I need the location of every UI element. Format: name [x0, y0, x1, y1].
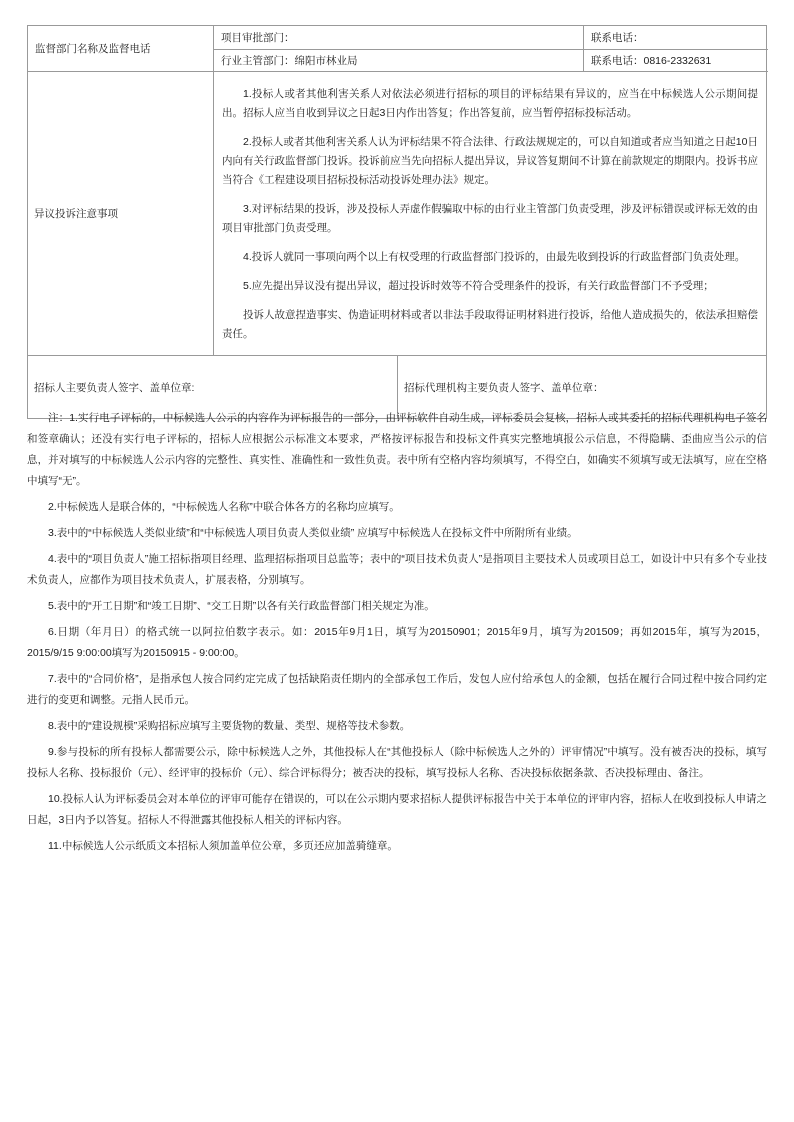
objection-label-cell [28, 72, 214, 356]
note-8: 8.表中的“建设规模”采购招标应填写主要货物的数量、类型、规格等技术参数。 [48, 720, 411, 732]
note-9: 9.参与投标的所有投标人都需要公示，除中标候选人之外，其他投标人在“其他投标人（除中标候选人之外的）评审情况”中填写。没有被否决的投标，填写投标人名称、投标报价（元）、经评审的投标价（元）、综合评标得分；被否决的投标，填写投标人名称、否决投标依据条款、否决投标理由、备注。 [27, 746, 767, 779]
note-7: 7.表中的“合同价格”，是指承包人按合同约定完成了包括缺陷责任期内的全部承包工作后，发包人应付给承包人的金额，包括在履行合同过程中按合同约定进行的变更和调整。元指人民币元。 [27, 673, 767, 706]
supervision-section [28, 26, 766, 72]
approval-phone-cell [584, 26, 768, 50]
objection-paragraph-1: 1.投标人或者其他利害关系人对依法必须进行招标的项目的评标结果有异议的，应当在中标候选人公示期间提出。招标人应当自收到异议之日起3日内作出答复；作出答复前，应当暂停招标投标活动。 [222, 88, 758, 119]
approval-dept-label: 项目审批部门： [221, 32, 295, 44]
objection-paragraph-3: 3.对评标结果的投诉，涉及投标人弄虚作假骗取中标的由行业主管部门负责受理，涉及评标错误或评标无效的由项目审批部门负责受理。 [222, 203, 758, 234]
industry-phone-cell [584, 50, 768, 72]
tenderer-signature-label: 招标人主要负责人签字、盖单位章: [34, 381, 195, 394]
approval-phone-label: 联系电话： [591, 32, 644, 44]
notes-section [27, 408, 767, 862]
note-11: 11.中标候选人公示纸质文本招标人须加盖单位公章，多页还应加盖骑缝章。 [48, 840, 398, 852]
industry-phone-label: 联系电话：0816-2332631 [591, 55, 712, 67]
objection-paragraph-4: 4.投诉人就同一事项向两个以上有权受理的行政监督部门投诉的，由最先收到投诉的行政监督部门负责处理。 [243, 251, 746, 263]
objection-paragraph-6: 投诉人故意捏造事实、伪造证明材料或者以非法手段取得证明材料进行投诉，给他人造成损失的，依法承担赔偿责任。 [222, 309, 758, 340]
note-2: 2.中标候选人是联合体的，“中标候选人名称”中联合体各方的名称均应填写。 [48, 501, 400, 513]
objection-paragraph-5: 5.应先提出异议没有提出异议，超过投诉时效等不符合受理条件的投诉，有关行政监督部门不予受理； [243, 280, 714, 292]
agency-signature-label: 招标代理机构主要负责人签字、盖单位章： [404, 381, 604, 394]
note-3: 3.表中的“中标候选人类似业绩”和“中标候选人项目负责人类似业绩” 应填写中标候选人在投标文件中所附所有业绩。 [48, 527, 578, 539]
supervision-label-cell [28, 26, 214, 72]
note-5: 5.表中的“开工日期”和“竣工日期”、“交工日期”以各有关行政监督部门相关规定为准。 [48, 600, 435, 612]
industry-dept-label: 行业主管部门：绵阳市林业局 [221, 55, 358, 67]
objection-paragraph-2: 2.投标人或者其他利害关系人认为评标结果不符合法律、行政法规规定的，可以自知道或者应当知道之日起10日内向有关行政监督部门投诉。投诉前应当先向招标人提出异议，异议答复期间不计算在前款规定的期限内。投诉书应当符合《工程建设项目招标投标活动投诉处理办法》规定。 [222, 136, 758, 186]
note-10: 10.投标人认为评标委员会对本单位的评审可能存在错误的，可以在公示期内要求招标人提供评标报告中关于本单位的评审内容，招标人在收到投标人申请之日起，3日内予以答复。招标人不得泄露其他投标人相关的评标内容。 [27, 793, 767, 826]
approval-dept-cell [214, 26, 584, 50]
objection-label: 异议投诉注意事项 [34, 208, 118, 220]
note-4: 4.表中的“项目负责人”施工招标指项目经理、监理招标指项目总监等；表中的“项目技术负责人”是指项目主要技术人员或项目总工，如设计中只有多个专业技术负责人，应都作为项目技术负责人，扩展表格，分别填写。 [27, 553, 767, 586]
document-table [27, 25, 767, 419]
industry-dept-cell [214, 50, 584, 72]
objection-content-cell [214, 72, 766, 356]
supervision-label: 监督部门名称及监督电话 [35, 43, 151, 55]
objection-section [28, 72, 766, 356]
note-6: 6.日期（年月日）的格式统一以阿拉伯数字表示。如：2015年9月1日，填写为20150901；2015年9月，填写为201509；再如2015年，填写为2015，2015/9/15 9:00:00填写为20150915 - 9:00:00。 [27, 626, 767, 659]
note-1: 注：1.实行电子评标的，中标候选人公示的内容作为评标报告的一部分，由评标软件自动生成，评标委员会复核，招标人或其委托的招标代理机构电子签名和签章确认；还没有实行电子评标的，招标人应根据公示标准文本要求，严格按评标报告和投标文件真实完整地填报公示信息，不得隐瞒、歪曲应当公示的信息，并对填写的中标候选人公示内容的完整性、真实性、准确性和一致性负责。表中所有空格内容均须填写，不得空白，如确实不须填写或无法填写，应在空格中填写“无”。 [27, 412, 767, 487]
